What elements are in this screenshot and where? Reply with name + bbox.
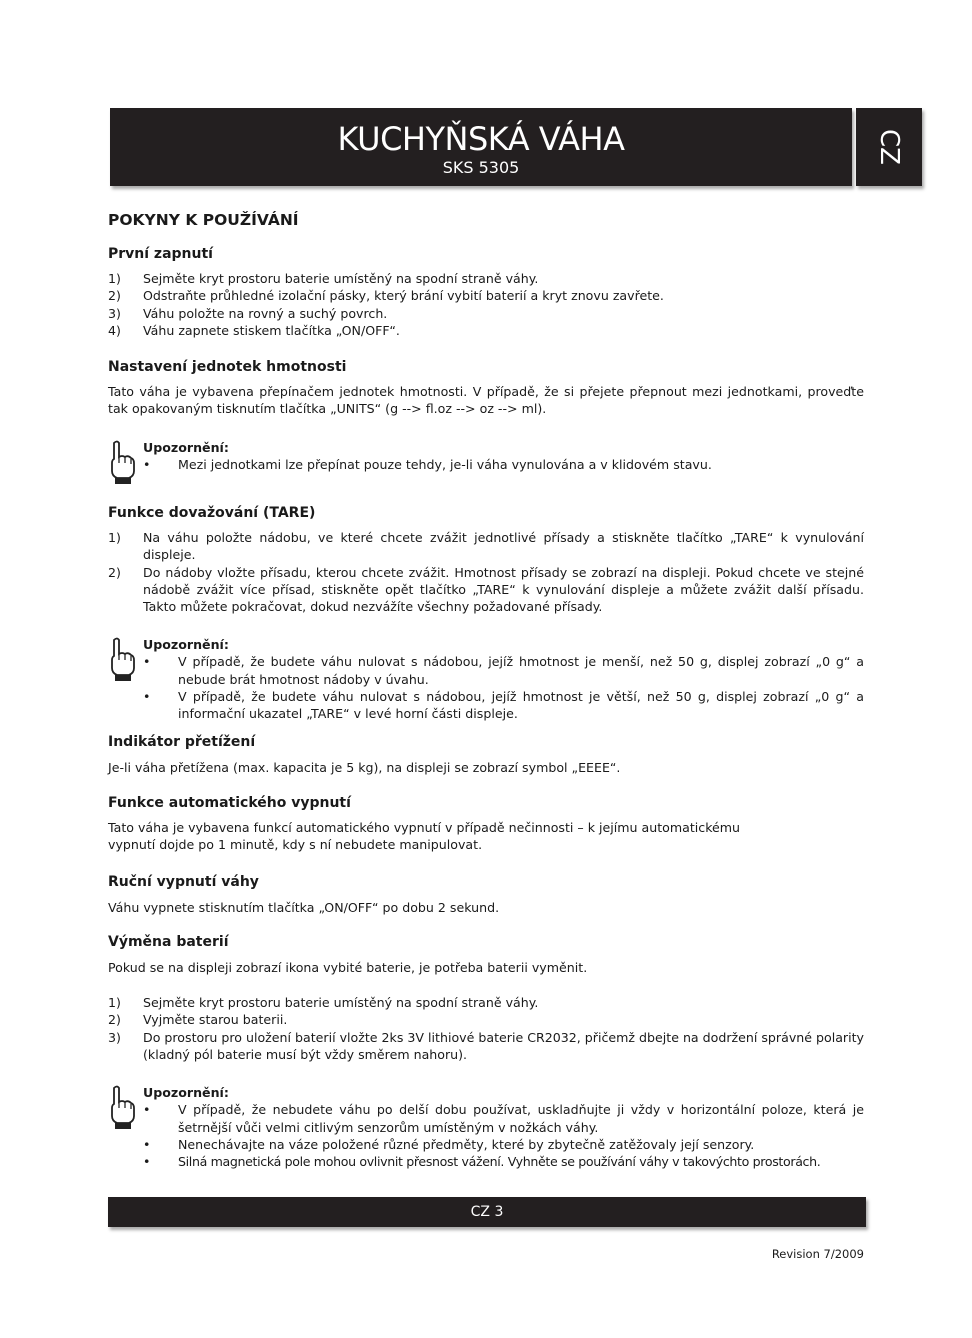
list-item: 3) Váhu položte na rovný a suchý povrch.: [108, 305, 388, 321]
section-title: Nastavení jednotek hmotnosti: [108, 359, 347, 375]
warning-note: [108, 439, 864, 474]
paragraph: Váhu vypnete stisknutím tlačítka „ON/OFF“ po dobu 2 sekund.: [108, 900, 500, 915]
model-number: SKS 5305: [442, 158, 520, 177]
document-title: KUCHYŇSKÁ VÁHA: [337, 120, 625, 158]
section-title: První zapnutí: [108, 246, 213, 262]
section-title: Funkce dovažování (TARE): [108, 505, 316, 521]
paragraph: Pokud se na displeji zobrazí ikona vybité baterie, je potřeba baterii vyměnit.: [108, 960, 588, 975]
note-label: Upozornění:: [143, 1085, 229, 1100]
pointing-hand-icon: [108, 636, 136, 682]
paragraph: Je-li váha přetížena (max. kapacita je 5 kg), na displeji se zobrazí symbol „EEEE“.: [108, 760, 621, 775]
list-item: 1) Sejměte kryt prostoru baterie umístěný na spodní straně váhy.: [108, 271, 539, 286]
numbered-list: [108, 994, 864, 1063]
note-label: Upozornění:: [143, 440, 229, 455]
revision-label: Revision 7/2009: [771, 1247, 864, 1261]
numbered-list: [108, 529, 864, 615]
bullet-item: • Mezi jednotkami lze přepínat pouze tehdy, je-li váha vynulována a v klidovém stavu.: [143, 457, 712, 473]
list-item: 1) Sejměte kryt prostoru baterie umístěný na spodní straně váhy.: [108, 995, 539, 1010]
language-tab: [856, 108, 922, 186]
list-item: 2) Vyjměte starou baterii.: [108, 1012, 288, 1028]
title-banner: [110, 108, 852, 186]
section-title: Ruční vypnutí váhy: [108, 874, 259, 890]
bullet-item: • Nenechávajte na váze položené různé předměty, které by zbytečně zatěžovaly její senzory.: [143, 1136, 755, 1152]
main-heading: POKYNY K POUŽÍVÁNÍ: [108, 211, 299, 229]
bullet-item: • V případě, že budete váhu nulovat s nádobou, jejíž hmotnost je menší, než 50 g, displej zobrazí „0 g“ a nebude brát hmotnost nádoby v úvahu.: [143, 654, 864, 687]
section-title: Indikátor přetížení: [108, 734, 256, 750]
paragraph: [108, 819, 864, 854]
section-title: Výměna baterií: [108, 934, 229, 950]
bullet-item: • Silná magnetická pole mohou ovlivnit přesnost vážení. Vyhněte se používání váhy v takovýchto prostorách.: [143, 1154, 821, 1170]
bullet-item: • V případě, že budete váhu nulovat s nádobou, jejíž hmotnost je větší, než 50 g, displej zobrazí „0 g“ a informační ukazatel „TARE“ v levé horní části displeje.: [143, 688, 864, 722]
pointing-hand-icon: [108, 1084, 136, 1130]
list-item: 1) Na váhu položte nádobu, ve které chcete zvážit jednotlivé přísady a stiskněte tlačítko „TARE“ k vynulování displeje.: [108, 530, 864, 563]
list-item: 2) Odstraňte průhledné izolační pásky, který brání vybití baterií a kryt znovu zavřete.: [108, 288, 664, 304]
page-number-bar: CZ 3: [108, 1197, 866, 1227]
pointing-hand-icon: [108, 439, 136, 485]
section-title: Funkce automatického vypnutí: [108, 795, 351, 811]
warning-note: [108, 636, 864, 722]
numbered-list: [108, 270, 864, 339]
paragraph-line: vypnutí dojde po 1 minutě, kdy s ní nebudete manipulovat.: [108, 837, 483, 853]
paragraph: Tato váha je vybavena přepínačem jednotek hmotnosti. V případě, že si přejete přepnout mezi jednotkami, proveďte tak opakovaným tisknutím tlačítka „UNITS“ (g --> fl.oz --> oz --> ml).: [108, 384, 864, 417]
language-code: CZ: [874, 129, 904, 165]
paragraph-line: Tato váha je vybavena funkcí automatického vypnutí v případě nečinnosti – k jejímu automatickému: [108, 820, 741, 835]
warning-note: [108, 1084, 864, 1170]
bullet-item: • V případě, že nebudete váhu po delší dobu používat, uskladňujte ji vždy v horizontální poloze, která je šetrnější vůči velmi citlivým senzorům umístěným v nožkách váhy.: [143, 1102, 864, 1135]
note-label: Upozornění:: [143, 637, 229, 652]
list-item: 3) Do prostoru pro uložení baterií vložte 2ks 3V lithiové baterie CR2032, přičemž dbejte na dodržení správné polarity (kladný pól baterie musí být vždy směrem nahoru).: [108, 1029, 864, 1062]
list-item: 4) Váhu zapnete stiskem tlačítka „ON/OFF“.: [108, 322, 400, 338]
list-item: 2) Do nádoby vložte přísadu, kterou chcete zvážit. Hmotnost přísady se zobrazí na displeji. Pokud chcete ve stejné nádobě zvážit více přísad, stiskněte opět tlačítko „TARE“ k vynulování displeje a můžete zvážit další přísadu. Takto můžete pokračovat, dokud nezvážíte všechny požadované přísady.: [108, 564, 864, 615]
